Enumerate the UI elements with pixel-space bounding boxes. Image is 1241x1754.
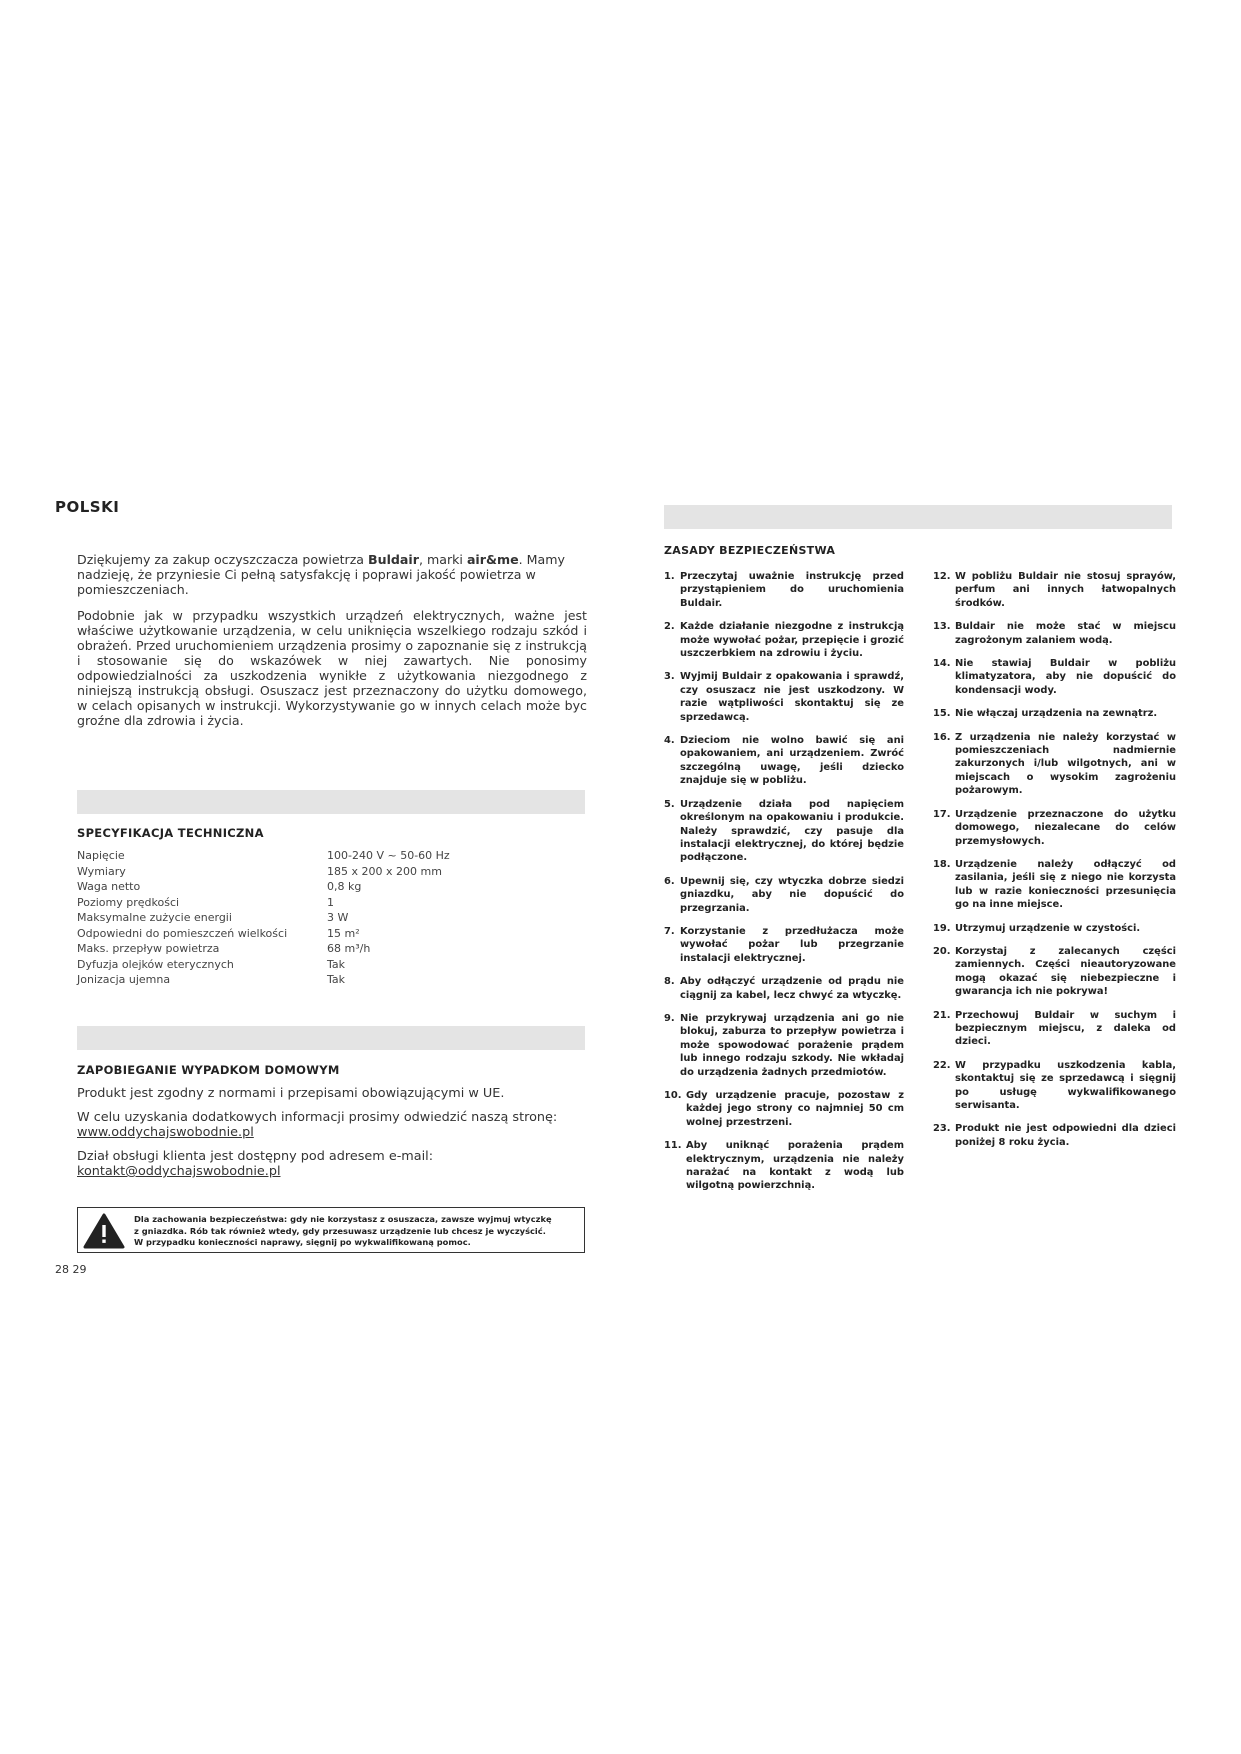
accidents-paragraph-2: W celu uzyskania dodatkowych informacji prosimy odwiedzić naszą stronę: www.oddychajswobodnie.pl (77, 1110, 558, 1140)
safety-item-number: 19. (933, 922, 951, 934)
intro-text (77, 552, 587, 739)
safety-item-text: Nie przykrywaj urządzenia ani go nie blokuj, zaburza to przepływ powietrza i może spowodować porażenie prądem lub innego rodzaju szkody. Nie wkładaj do urządzenia żadnych przedmiotów. (680, 1012, 904, 1078)
safety-item (664, 798, 904, 865)
page-numbers: 28 29 (55, 1263, 87, 1276)
section-bar-accidents (77, 1026, 585, 1050)
website-link[interactable]: www.oddychajswobodnie.pl (77, 1125, 254, 1140)
spec-label: Waga netto (77, 880, 141, 893)
safety-item-text: W pobliżu Buldair nie stosuj sprayów, perfum ani innych łatwopalnych środków. (955, 571, 1176, 609)
safety-title: ZASADY BEZPIECZEŃSTWA (664, 544, 836, 557)
safety-item-number: 3. (664, 671, 675, 683)
language-heading: POLSKI (55, 498, 120, 516)
safety-item-number: 23. (933, 1123, 951, 1135)
safety-item (664, 1012, 904, 1079)
safety-item-number: 20. (933, 945, 951, 957)
safety-item-number: 5. (664, 798, 675, 810)
spec-row (77, 848, 457, 864)
spec-label: Wymiary (77, 864, 126, 878)
safety-item-number: 18. (933, 858, 951, 870)
safety-item-text: Nie włączaj urządzenia na zewnątrz. (955, 708, 1158, 720)
safety-item-text: Dzieciom nie wolno bawić się ani opakowaniem, ani urządzeniem. Zwróć szczególną uwagę, jeśli dziecko znajduje się w pobliżu. (680, 735, 904, 787)
safety-item-text: Gdy urządzenie pracuje, pozostaw z każdej jego strony co najmniej 50 cm wolnej przestrzeni. (686, 1090, 904, 1128)
spec-value: 185 x 200 x 200 mm (327, 864, 442, 878)
spec-title: SPECYFIKACJA TECHNICZNA (77, 826, 264, 840)
email-link[interactable]: kontakt@oddychajswobodnie.pl (77, 1164, 281, 1179)
safety-item (933, 1059, 1176, 1113)
spec-row (77, 957, 457, 973)
safety-item-number: 4. (664, 735, 675, 747)
section-bar-spec (77, 790, 585, 814)
safety-item (664, 620, 904, 660)
spec-row (77, 864, 457, 880)
safety-item (933, 657, 1176, 697)
spec-row (77, 926, 457, 942)
safety-item-text: Buldair nie może stać w miejscu zagrożonym zalaniem wodą. (955, 621, 1176, 646)
spec-label: Maksymalne zużycie energii (77, 911, 232, 924)
section-bar-safety (664, 505, 1172, 529)
safety-item-number: 9. (664, 1012, 675, 1024)
safety-item-text: Wyjmij Buldair z opakowania i sprawdź, czy osuszacz nie jest uszkodzony. W razie wątpliwości skontaktuj się ze sprzedawcą. (680, 671, 904, 723)
safety-item-number: 21. (933, 1009, 951, 1021)
safety-item-number: 14. (933, 658, 951, 670)
warning-triangle-icon (83, 1213, 125, 1249)
spec-table (77, 848, 457, 988)
safety-item-text: W przypadku uszkodzenia kabla, skontaktuj się ze sprzedawcą i sięgnij po usługę wykwalifikowanego serwisanta. (955, 1059, 1176, 1111)
spec-value: 3 W (327, 911, 349, 924)
safety-item (933, 731, 1176, 798)
safety-item-text: Urządzenie działa pod napięciem określonym na opakowaniu i produkcie. Należy sprawdzić, czy pasuje dla instalacji elektrycznej, do której będzie podłączone. (680, 798, 904, 864)
safety-item-number: 8. (664, 976, 675, 988)
spec-value: 0,8 kg (327, 880, 362, 893)
safety-item-text: Każde działanie niezgodne z instrukcją może wywołać pożar, przepięcie i grozić uszczerbkiem na zdrowiu i życiu. (680, 621, 904, 660)
safety-item (933, 1009, 1176, 1049)
safety-item-text: Utrzymuj urządzenie w czystości. (955, 922, 1141, 934)
safety-item (933, 707, 1176, 720)
safety-item (933, 620, 1176, 647)
spec-value: Tak (327, 957, 346, 971)
spec-value: 68 m³/h (327, 942, 371, 955)
safety-item-text: Nie stawiaj Buldair w pobliżu klimatyzatora, aby nie dopuścić do kondensacji wody. (955, 658, 1176, 696)
safety-item-text: Urządzenie przeznaczone do użytku domowego, niezalecane do celów przemysłowych. (955, 808, 1176, 847)
safety-item (933, 570, 1176, 610)
safety-item (664, 1139, 904, 1193)
spec-value: 1 (327, 895, 334, 909)
spec-label: Maks. przepływ powietrza (77, 942, 220, 955)
safety-item (664, 875, 904, 915)
safety-item (933, 945, 1176, 999)
safety-item-number: 10. (664, 1090, 682, 1101)
intro-paragraph-2: Podobnie jak w przypadku wszystkich urządzeń elektrycznych, ważne jest właściwe użytkowanie urządzenia, w celu uniknięcia wszelkiego rodzaju szkód i obrażeń. Przed uruchomieniem urządzenia prosimy o zapoznanie się z instrukcją i stosowanie się do wskazówek w niej zawartych. Nie ponosimy odpowiedzialności za uszkodzenia wynikłe z użytkowania niezgodnego z niniejszą instrukcją obsługi. Osuszacz jest przeznaczony do użytku domowego, w celach opisanych w instrukcji. Wykorzystywanie go w innych celach może byc groźne dla zdrowia i życia. (77, 608, 587, 728)
safety-item-number: 16. (933, 731, 951, 743)
warning-box (77, 1207, 585, 1253)
spec-row (77, 910, 457, 926)
safety-item-text: Produkt nie jest odpowiedni dla dzieci poniżej 8 roku życia. (955, 1123, 1176, 1148)
accidents-paragraph-3: Dział obsługi klienta jest dostępny pod adresem e-mail: kontakt@oddychajswobodnie.pl (77, 1149, 434, 1179)
spec-label: Dyfuzja olejków eterycznych (77, 957, 234, 971)
safety-list-right (933, 570, 1176, 1159)
safety-item-number: 12. (933, 571, 951, 582)
safety-item-text: Z urządzenia nie należy korzystać w pomieszczeniach nadmiernie zakurzonych i/lub wilgotnych, ani w miejscach o wysokim zagrożeniu pożarowym. (955, 731, 1176, 797)
safety-item-text: Przechowuj Buldair w suchym i bezpiecznym miejscu, z daleka od dzieci. (955, 1009, 1176, 1048)
safety-item-text: Przeczytaj uważnie instrukcję przed przystąpieniem do uruchomienia Buldair. (680, 571, 904, 609)
warning-text: Dla zachowania bezpieczeństwa: gdy nie korzystasz z osuszacza, zawsze wyjmuj wtyczkę z gniazdka. Rób tak również wtedy, gdy przesuwasz urządzenie lub chcesz je wyczyścić. W przypadku konieczności naprawy, sięgnij po wykwalifikowaną pomoc. (134, 1214, 552, 1247)
spec-label: Jonizacja ujemna (77, 973, 171, 986)
safety-item-text: Korzystaj z zalecanych części zamiennych. Części nieautoryzowane mogą okazać się niebezpieczne i gwarancja ich nie pokrywa! (955, 945, 1176, 998)
spec-row (77, 879, 457, 895)
safety-item-number: 7. (664, 925, 675, 937)
safety-item-number: 15. (933, 708, 951, 720)
safety-item (664, 570, 904, 610)
spec-value: Tak (327, 973, 346, 986)
safety-item (664, 1089, 904, 1129)
safety-item-text: Upewnij się, czy wtyczka dobrze siedzi gniazdku, aby nie dopuścić do przegrzania. (680, 875, 904, 914)
safety-item-number: 2. (664, 621, 675, 633)
spec-label: Poziomy prędkości (77, 895, 180, 909)
spec-value: 100-240 V ~ 50-60 Hz (327, 849, 450, 862)
safety-item-text: Urządzenie należy odłączyć od zasilania, jeśli się z niego nie korzysta lub w razie konieczności przesunięcia go na inne miejsce. (955, 858, 1176, 911)
spec-label: Odpowiedni do pomieszczeń wielkości (77, 926, 288, 940)
safety-item-number: 6. (664, 875, 675, 887)
safety-item-number: 11. (664, 1140, 682, 1152)
safety-item (933, 1122, 1176, 1149)
safety-item (933, 808, 1176, 848)
safety-item-number: 17. (933, 808, 951, 820)
safety-item (664, 925, 904, 965)
accidents-paragraph-1: Produkt jest zgodny z normami i przepisami obowiązującymi w UE. (77, 1086, 505, 1101)
safety-item-number: 22. (933, 1059, 951, 1071)
safety-item-number: 13. (933, 621, 951, 633)
safety-item (933, 922, 1176, 935)
safety-item (664, 734, 904, 788)
spec-label: Napięcie (77, 849, 125, 862)
safety-item (664, 670, 904, 724)
spec-row (77, 895, 457, 911)
safety-list-left (664, 570, 904, 1203)
accidents-title: ZAPOBIEGANIE WYPADKOM DOMOWYM (77, 1063, 340, 1077)
safety-item-number: 1. (664, 571, 675, 582)
intro-paragraph-1: Dziękujemy za zakup oczyszczacza powietrza Buldair, marki air&me. Mamy nadzieję, że przyniesie Ci pełną satysfakcję i poprawi jakość powietrza w pomieszczeniach. (77, 552, 565, 597)
safety-item-text: Aby odłączyć urządzenie od prądu nie ciągnij za kabel, lecz chwyć za wtyczkę. (680, 976, 904, 1001)
safety-item-text: Korzystanie z przedłużacza może wywołać pożar lub przegrzanie instalacji elektrycznej. (680, 925, 904, 964)
safety-item (933, 858, 1176, 912)
spec-value: 15 m² (327, 926, 360, 940)
safety-item (664, 975, 904, 1002)
accidents-text (77, 1086, 577, 1188)
spec-row (77, 941, 457, 957)
spec-row (77, 972, 457, 988)
safety-item-text: Aby uniknąć porażenia prądem elektrycznym, urządzenia nie należy narażać na kontakt z wodą lub wilgotną powierzchnią. (686, 1140, 904, 1192)
